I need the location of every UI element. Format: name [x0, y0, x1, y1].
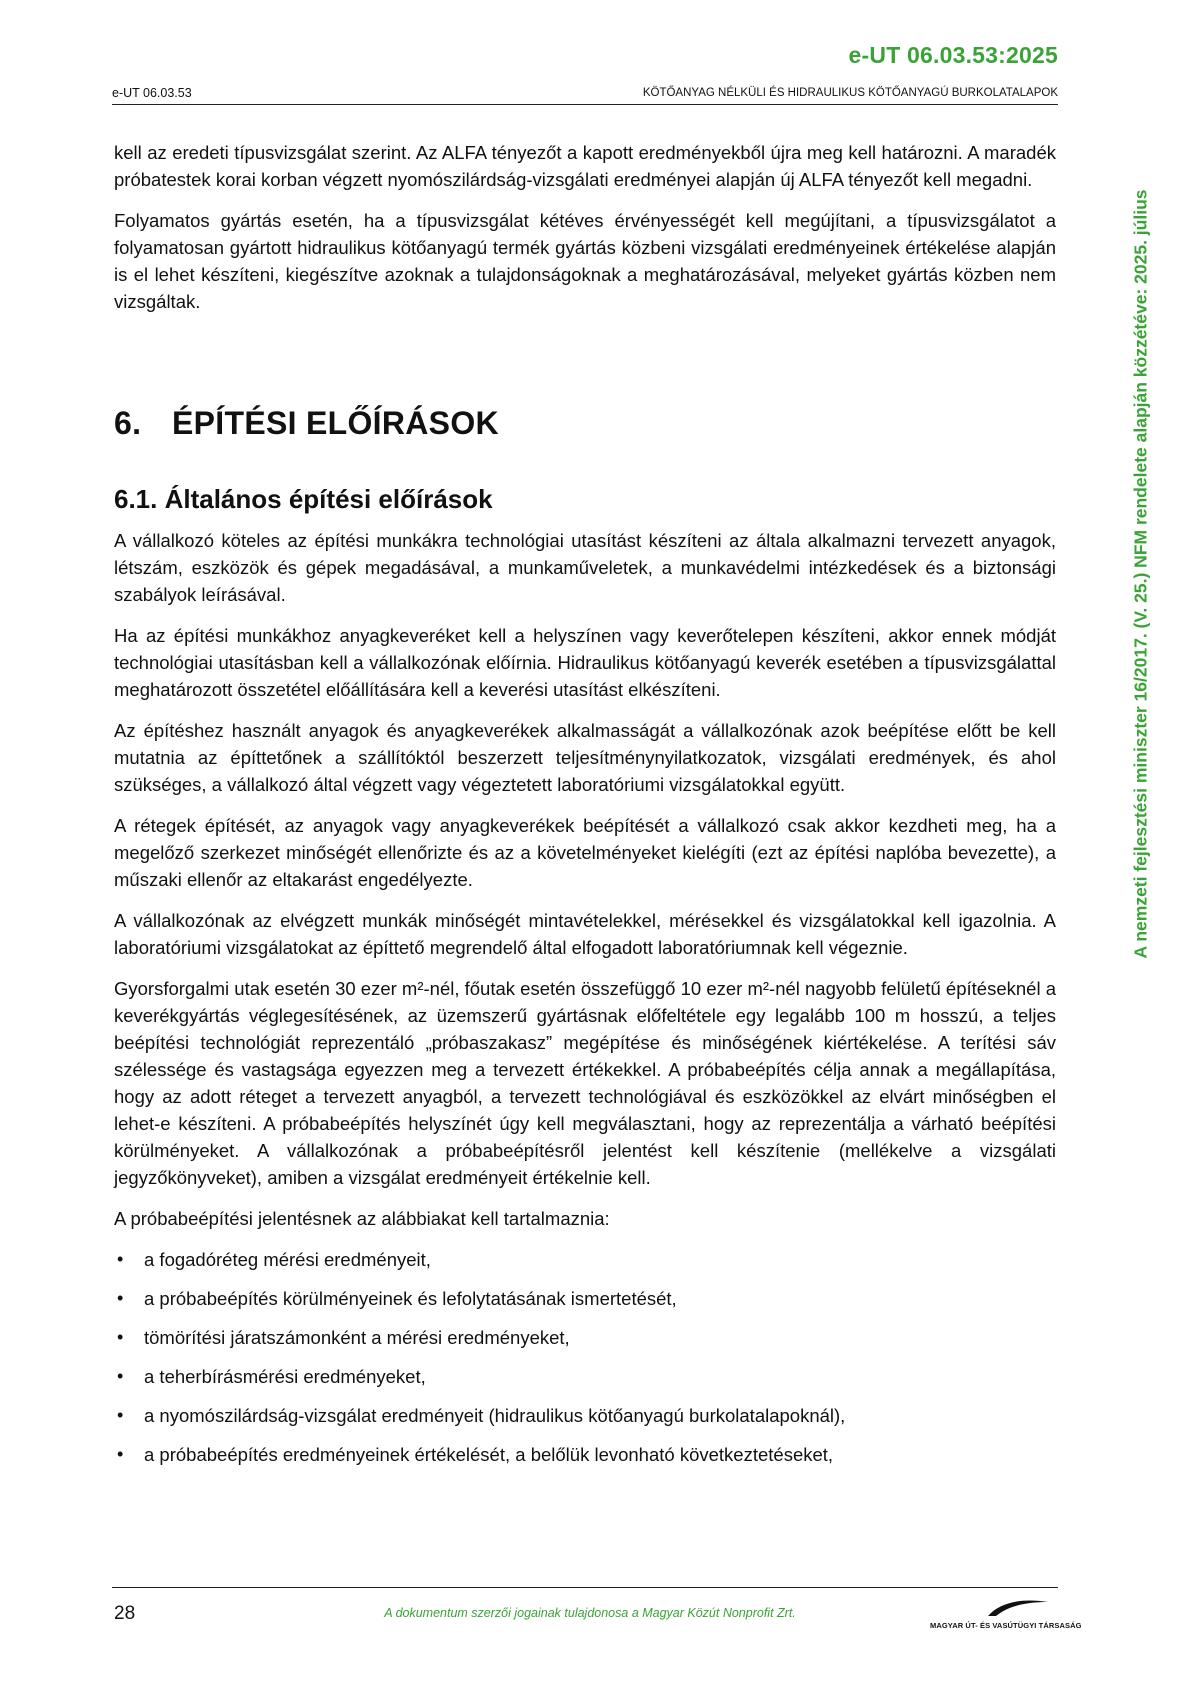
section-number: 6.	[114, 405, 142, 441]
running-header	[112, 84, 1058, 105]
paragraph: Az építéshez használt anyagok és anyagkeverékek alkalmasságát a vállalkozónak azok beépítése előtt be kell mutatnia az építtetőnek a szállítóktól beszerzett teljesítménynyilatkozatok, vizsgálati eredmények, és ahol szükséges, a vállalkozó által végzett vagy végeztetett laboratóriumi vizsgálatokkal együtt.	[114, 720, 1056, 795]
paragraph: Gyorsforgalmi utak esetén 30 ezer m²-nél, főutak esetén összefüggő 10 ezer m²-nél nagyobb felületű építéseknél a keverékgyártás véglegesítésének, az üzemszerű gyártásnak előfeltétele egy legalább 100 m hosszú, a teljes beépítési technológiát reprezentáló „próbaszakasz” megépítése és minőségének kiértékelése. A terítési sáv szélessége és vastagsága egyezzen meg a tervezett értékekkel. A próbabeépítés célja annak a megállapítása, hogy az adott réteget a tervezett anyagból, a tervezett technológiával és eszközökkel az elvárt minőségben el lehet-e készíteni. A próbabeépítés helyszínét úgy kell megválasztani, hogy az reprezentálja a várható beépítési körülményeket. A vállalkozónak a próbabeépítésről jelentést kell készítenie (mellékelve a vizsgálati jegyzőkönyveket), amiben a vizsgálat eredményeit értékelnie kell.	[114, 978, 1056, 1188]
list-item: • a teherbírásmérési eredményeket,	[114, 1363, 1056, 1390]
subsection-title: 6.1. Általános építési előírások	[114, 484, 493, 514]
footer-divider	[112, 1587, 1058, 1588]
paragraph: A vállalkozó köteles az építési munkákra technológiai utasítást készíteni az általa alkalmazni tervezett anyagok, létszám, eszközök és gépek megadásával, a munkaműveletek, a munkavédelmi intézkedések és a biztonsági szabályok leírásával.	[114, 530, 1056, 605]
header-left-code: e-UT 06.03.53	[112, 86, 192, 100]
bullet-icon: •	[117, 1249, 124, 1269]
logo-text: MAGYAR ÚT- ÉS VASÚTÜGYI TÁRSASÁG	[930, 1621, 1082, 1630]
copyright-notice: A dokumentum szerzői jogainak tulajdonosa a Magyar Közút Nonprofit Zrt.	[384, 1606, 796, 1620]
list-item: • a nyomószilárdság-vizsgálat eredményeit (hidraulikus kötőanyagú burkolatalapoknál),	[114, 1402, 1056, 1429]
section-heading	[114, 405, 499, 442]
requirements-list	[114, 1246, 1056, 1468]
bullet-icon: •	[117, 1327, 124, 1347]
bullet-icon: •	[117, 1405, 124, 1425]
document-code: e-UT 06.03.53:2025	[848, 42, 1058, 68]
road-swoosh-icon	[930, 1596, 1060, 1618]
section-body	[114, 527, 1056, 1480]
list-item: • tömörítési járatszámonként a mérési eredményeket,	[114, 1324, 1056, 1351]
paragraph: A rétegek építését, az anyagok vagy anyagkeverékek beépítését a vállalkozó csak akkor kezdheti meg, ha a megelőző szerkezet minőségét ellenőrizte és az a követelményeket kielégíti (ezt az építési naplóba bevezette), a műszaki ellenőr az eltakarást engedélyezte.	[114, 815, 1056, 890]
section-title: ÉPÍTÉSI ELŐÍRÁSOK	[172, 405, 499, 441]
bullet-icon: •	[117, 1444, 124, 1464]
list-item: • a fogadóréteg mérési eredményeit,	[114, 1246, 1056, 1273]
bullet-icon: •	[117, 1366, 124, 1386]
list-item: • a próbabeépítés körülményeinek és lefolytatásának ismertetését,	[114, 1285, 1056, 1312]
paragraph: A próbabeépítési jelentésnek az alábbiakat kell tartalmaznia:	[114, 1208, 610, 1229]
header-title: KÖTŐANYAG NÉLKÜLI ÉS HIDRAULIKUS KÖTŐANYAGÚ BURKOLATALAPOK	[642, 87, 1058, 99]
publication-side-note: A nemzeti fejlesztési miniszter 16/2017. (V. 25.) NFM rendelete alapján közzétéve: 2025. július	[1130, 189, 1151, 959]
paragraph: kell az eredeti típusvizsgálat szerint. Az ALFA tényezőt a kapott eredményekből újra meg kell határozni. A maradék próbatestek korai korban végzett nyomószilárdság-vizsgálati eredményei alapján új ALFA tényezőt kell megadni.	[114, 142, 1056, 190]
paragraph: Folyamatos gyártás esetén, ha a típusvizsgálat kétéves érvényességét kell megújítani, a típusvizsgálatot a folyamatosan gyártott hidraulikus kötőanyagú termék gyártás közbeni vizsgálati eredményeinek értékelése alapján is el lehet készíteni, kiegészítve azoknak a tulajdonságoknak a meghatározásával, melyeket gyártás közben nem vizsgáltak.	[114, 210, 1056, 312]
intro-text	[114, 139, 1056, 329]
publisher-logo	[930, 1596, 1082, 1630]
bullet-icon: •	[117, 1288, 124, 1308]
list-item: • a próbabeépítés eredményeinek értékelését, a belőlük levonható következtetéseket,	[114, 1441, 1056, 1468]
paragraph: A vállalkozónak az elvégzett munkák minőségét mintavételekkel, mérésekkel és vizsgálatokkal kell igazolnia. A laboratóriumi vizsgálatokat az építtető megrendelő által elfogadott laboratóriumnak kell végeznie.	[114, 910, 1056, 958]
page-number: 28	[114, 1603, 136, 1624]
paragraph: Ha az építési munkákhoz anyagkeveréket kell a helyszínen vagy keverőtelepen készíteni, akkor ennek módját technológiai utasításban kell a vállalkozónak előírnia. Hidraulikus kötőanyagú keverék esetében a típusvizsgálattal meghatározott összetétel előállítására kell a keverési utasítást elkészíteni.	[114, 625, 1056, 700]
subsection-heading	[114, 484, 493, 515]
